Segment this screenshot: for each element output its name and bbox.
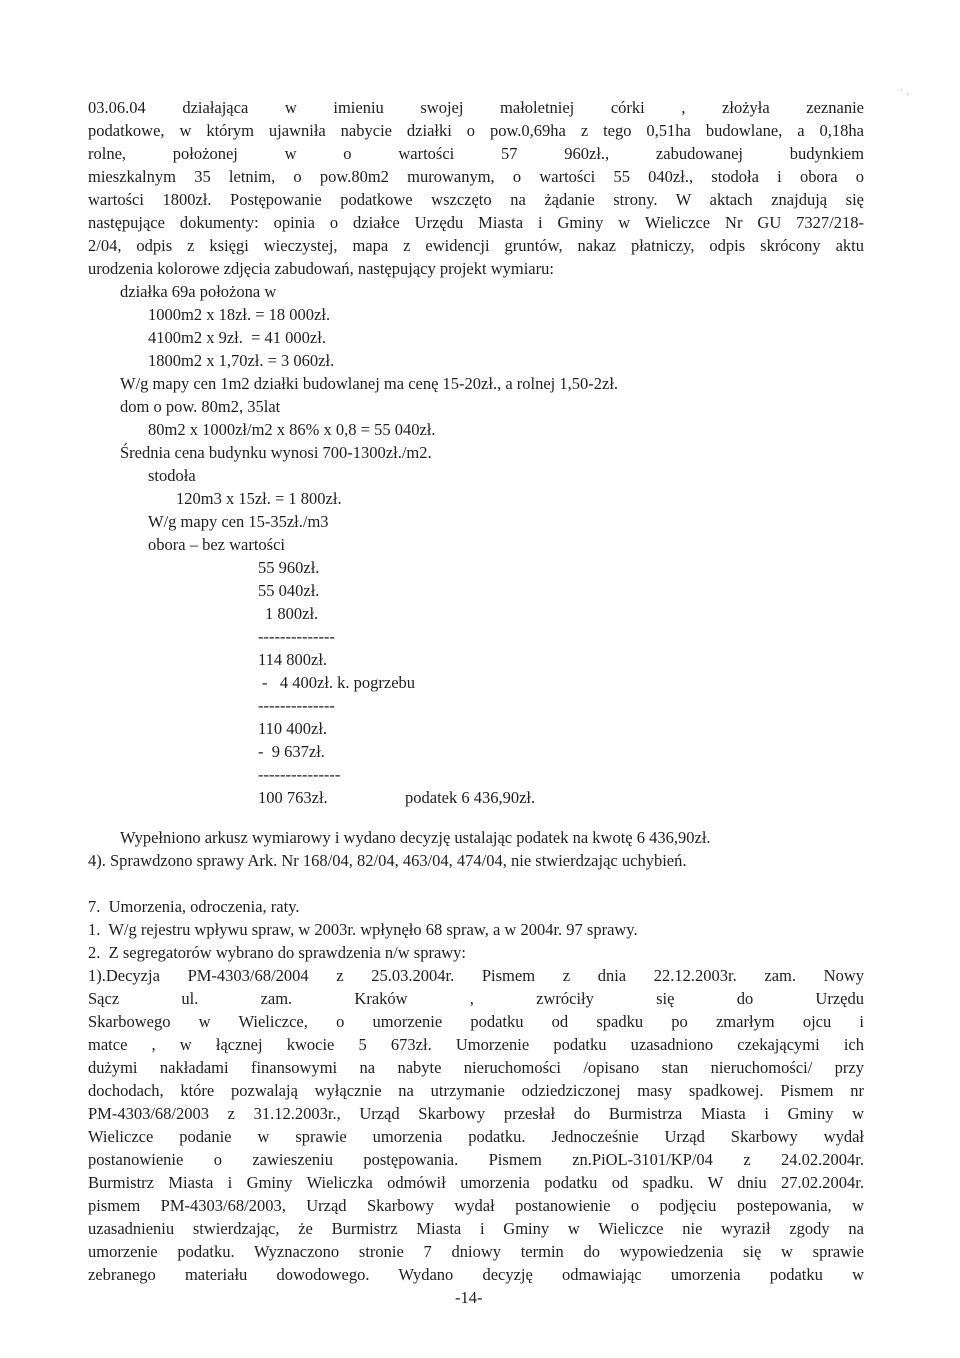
- paragraph-line: pismem PM-4303/68/2003, Urząd Skarbowy wydał postanowienie o podjęciu postepowania, w: [88, 1196, 864, 1215]
- house-calc: 80m2 x 1000zł/m2 x 86% x 0,8 = 55 040zł.: [148, 420, 436, 439]
- deduction: - 4 400zł. k. pogrzebu: [262, 673, 416, 692]
- section-heading: 7. Umorzenia, odroczenia, raty.: [88, 897, 300, 916]
- paragraph-line: postanowienie o zawieszeniu postępowania. Pismem zn.PiOL-3101/KP/04 z 24.02.2004r.: [88, 1150, 864, 1169]
- intro-line: rolne, położonej w o wartości 57 960zł., zabudowanej budynkiem: [88, 144, 864, 163]
- paragraph-line: umorzenie podatku. Wyznaczono stronie 7 dniowy termin do wypowiedzenia się w sprawie: [88, 1242, 864, 1261]
- barn-map-note: W/g mapy cen 15-35zł./m3: [148, 512, 329, 531]
- divider: --------------: [258, 627, 335, 646]
- intro-line: podatkowe, w którym ujawniła nabycie działki o pow.0,69ha z tego 0,51ha budowlane, a 0,18ha: [88, 121, 864, 140]
- page-number: -14-: [455, 1288, 483, 1307]
- section-item: 2. Z segregatorów wybrano do sprawdzenia n/w sprawy:: [88, 943, 467, 962]
- intro-line: mieszkalnym 35 letnim, o pow.80m2 murowanym, o wartości 55 040zł., stodoła i obora o: [88, 167, 864, 186]
- calc-row: 1000m2 x 18zł. = 18 000zł.: [148, 305, 331, 324]
- deduction: - 9 637zł.: [258, 742, 325, 761]
- house-label: dom o pow. 80m2, 35lat: [120, 397, 281, 416]
- avg-price-note: Średnia cena budynku wynosi 700-1300zł./m2.: [120, 443, 432, 462]
- paragraph-line: dużymi nakładami finansowymi na nabyte nieruchomości /opisano stan nieruchomości/ przy: [88, 1058, 864, 1077]
- paragraph-line: Sącz ul. zam. Kraków , zwróciły się do Urzędu: [88, 989, 864, 1008]
- barn-label: stodoła: [148, 466, 196, 485]
- summary-line: Wypełniono arkusz wymiarowy i wydano decyzję ustalając podatek na kwotę 6 436,90zł.: [120, 828, 711, 847]
- calc-row: 4100m2 x 9zł. = 41 000zł.: [148, 328, 326, 347]
- intro-line: 2/04, odpis z księgi wieczystej, mapa z ewidencji gruntów, nakaz płatniczy, odpis skrócony aktu: [88, 236, 864, 255]
- plot-label: działka 69a położona w: [120, 282, 277, 301]
- calc-row: 1800m2 x 1,70zł. = 3 060zł.: [148, 351, 335, 370]
- paragraph-line: 1).Decyzja PM-4303/68/2004 z 25.03.2004r. Pismem z dnia 22.12.2003r. zam. Nowy: [88, 966, 864, 985]
- intro-line: 03.06.04 działająca w imieniu swojej małoletniej córki , złożyła zeznanie: [88, 98, 864, 117]
- summary-line: 4). Sprawdzono sprawy Ark. Nr 168/04, 82/04, 463/04, 474/04, nie stwierdzając uchybień.: [88, 851, 687, 870]
- paragraph-line: Wieliczce podanie w sprawie umorzenia podatku. Jednocześnie Urząd Skarbowy wydał: [88, 1127, 864, 1146]
- paragraph-line: Skarbowego w Wieliczce, o umorzenie podatku od spadku po zmarłym ojcu i: [88, 1012, 864, 1031]
- section-item: 1. W/g rejestru wpływu spraw, w 2003r. wpłynęło 68 spraw, a w 2004r. 97 sprawy.: [88, 920, 638, 939]
- subtotal: 110 400zł.: [258, 719, 328, 738]
- paragraph-line: matce , w łącznej kwocie 5 673zł. Umorzenie podatku uzasadniono czekającymi ich: [88, 1035, 864, 1054]
- intro-line: wartości 1800zł. Postępowanie podatkowe wszczęto na żądanie strony. W aktach znajdują się: [88, 190, 864, 209]
- scan-artifact: ⸱ ‚: [900, 85, 910, 97]
- intro-line: następujące dokumenty: opinia o działce Urzędu Miasta i Gminy w Wieliczce Nr GU 7327/218-: [88, 213, 864, 232]
- divider: --------------: [258, 696, 335, 715]
- barn-obora: obora – bez wartości: [148, 535, 285, 554]
- intro-line: urodzenia kolorowe zdjęcia zabudowań, następujący projekt wymiaru:: [88, 259, 554, 278]
- divider: ---------------: [258, 765, 341, 784]
- sum-item: 1 800zł.: [265, 604, 319, 623]
- subtotal: 114 800zł.: [258, 650, 328, 669]
- tax-amount: podatek 6 436,90zł.: [405, 788, 536, 807]
- paragraph-line: uzasadnieniu stwierdzając, że Burmistrz Miasta i Gminy w Wieliczce nie wyraził zgody na: [88, 1219, 864, 1238]
- barn-calc: 120m3 x 15zł. = 1 800zł.: [176, 489, 342, 508]
- sum-item: 55 960zł.: [258, 558, 320, 577]
- map-price-note: W/g mapy cen 1m2 działki budowlanej ma cenę 15-20zł., a rolnej 1,50-2zł.: [120, 374, 619, 393]
- paragraph-line: PM-4303/68/2003 z 31.12.2003r., Urząd Skarbowy przesłał do Burmistrza Miasta i Gminy w: [88, 1104, 864, 1123]
- paragraph-line: Burmistrz Miasta i Gminy Wieliczka odmówił umorzenia podatku od spadku. W dniu 27.02.2004r.: [88, 1173, 864, 1192]
- paragraph-line: zebranego materiału dowodowego. Wydano decyzję odmawiając umorzenia podatku w: [88, 1265, 864, 1284]
- paragraph-line: dochodach, które pozwalają wyłącznie na utrzymanie odziedziczonej masy spadkowej. Pismem nr: [88, 1081, 864, 1100]
- sum-item: 55 040zł.: [258, 581, 320, 600]
- final-total: 100 763zł.: [258, 788, 328, 807]
